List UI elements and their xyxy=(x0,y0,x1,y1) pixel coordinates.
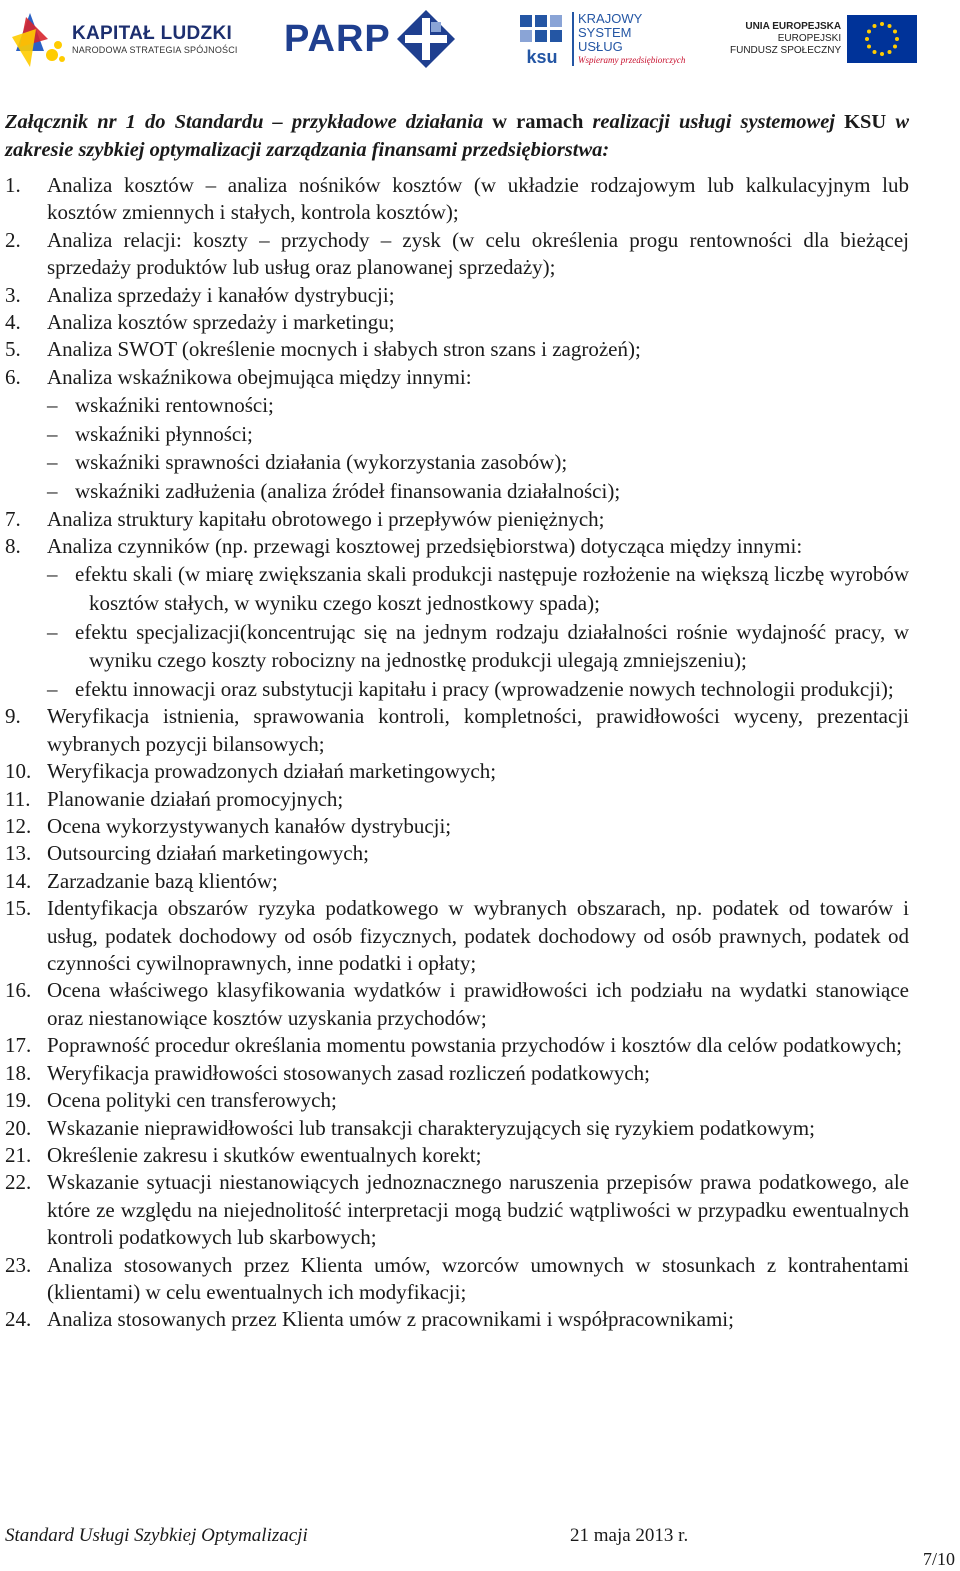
title-part-5: w zakresie szybkiej optymalizacji zarządzania finansami przedsiębiorstwa: xyxy=(5,111,909,161)
list-item-number: 11. xyxy=(5,786,31,811)
list-item-text: Outsourcing działań marketingowych; xyxy=(47,841,369,866)
list-item-text: Analiza stosowanych przez Klienta umów, wzorców umownych w stosunkach z kontrahentami (klientami) w celu ewentualnych ich modyfikacji; xyxy=(47,1252,909,1304)
list-item-text: Określenie zakresu i skutków ewentualnych korekt; xyxy=(47,1142,482,1167)
ksu-logo xyxy=(518,4,685,74)
kapital-ludzki-emblem-icon xyxy=(8,7,68,71)
ksu-slogan: Wspieramy przedsiębiorczych xyxy=(578,55,686,65)
sub-list-item xyxy=(5,560,909,617)
list-item xyxy=(5,227,909,282)
list-item xyxy=(5,1169,909,1251)
list-item-number: 14. xyxy=(5,868,32,893)
list-item-number: 4. xyxy=(5,310,21,335)
list-item-number: 24. xyxy=(5,1307,32,1332)
activities-list xyxy=(5,172,909,1334)
list-item-text: Weryfikacja istnienia, sprawowania kontroli, kompletności, prawidłowości wyceny, prezentacji wybranych pozycji bilansowych; xyxy=(47,704,909,756)
list-item-text: Analiza kosztów – analiza nośników kosztów (w układzie rodzajowym lub kalkulacyjnym lub kosztów zmiennych i stałych, kontrola kosztów); xyxy=(47,173,909,225)
list-item-text: Analiza relacji: koszty – przychody – zysk (w celu określenia progu rentowności dla bieżącej sprzedaży produktów lub usług oraz planowanej sprzedaży); xyxy=(47,227,909,280)
list-item-number: 16. xyxy=(5,978,32,1003)
list-item-number: 18. xyxy=(5,1060,32,1085)
list-item xyxy=(5,1060,909,1087)
list-item-number: 21. xyxy=(5,1142,32,1167)
list-item-number: 22. xyxy=(5,1170,32,1195)
list-item-number: 17. xyxy=(5,1033,32,1058)
list-item-text: Analiza struktury kapitału obrotowego i przepływów pieniężnych; xyxy=(47,506,605,531)
list-item-text: Analiza sprzedaży i kanałów dystrybucji; xyxy=(47,282,395,307)
list-item xyxy=(5,1142,909,1169)
kapital-ludzki-subtitle: NARODOWA STRATEGIA SPÓJNOŚCI xyxy=(72,45,238,55)
title-part-4: KSU xyxy=(844,111,887,133)
list-item-number: 7. xyxy=(5,506,21,531)
list-item xyxy=(5,282,909,309)
list-item xyxy=(5,868,909,895)
list-item-text: Analiza kosztów sprzedaży i marketingu; xyxy=(47,310,395,335)
list-item xyxy=(5,533,909,703)
list-item-text: Poprawność procedur określania momentu powstania przychodów i kosztów dla celów podatkowych; xyxy=(47,1033,902,1058)
list-item-number: 3. xyxy=(5,282,21,307)
ksu-squares-icon xyxy=(518,13,566,49)
document-title xyxy=(5,108,909,164)
list-item-number: 23. xyxy=(5,1252,32,1277)
list-item xyxy=(5,1087,909,1114)
ue-line1: UNIA EUROPEJSKA xyxy=(745,21,842,32)
list-item-number: 6. xyxy=(5,364,21,389)
list-item xyxy=(5,506,909,533)
parp-diamond-icon xyxy=(395,8,457,70)
list-item-number: 1. xyxy=(5,173,21,197)
list-item xyxy=(5,786,909,813)
sub-list xyxy=(5,391,909,505)
dash-bullet: – xyxy=(47,562,58,587)
list-item-text: Weryfikacja prawidłowości stosowanych zasad rozliczeń podatkowych; xyxy=(47,1060,651,1085)
list-item-text: Analiza czynników (np. przewagi kosztowej przedsiębiorstwa) dotycząca między innymi: xyxy=(47,534,803,559)
sub-list-item-text: efektu specjalizacji(koncentrując się na jednym rodzaju działalności rośnie wydajność pracy, w wyniku czego koszty robocizny na jednostkę produkcji ulegają zmniejszeniu); xyxy=(75,619,909,673)
list-item-number: 9. xyxy=(5,704,21,729)
list-item xyxy=(5,977,909,1032)
list-item-text: Weryfikacja prowadzonych działań marketingowych; xyxy=(47,759,497,784)
ksu-line1: KRAJOWY xyxy=(578,11,643,26)
list-item-text: Identyfikacja obszarów ryzyka podatkowego w wybranych obszarach, np. podatek od towarów i usług, podatek dochodowy od osób fizycznych, podatek dochodowy od osób prawnych, podatek od czynności cywilnoprawnych, inne podatki i opłaty; xyxy=(47,896,909,976)
list-item xyxy=(5,840,909,867)
sub-list-item xyxy=(5,420,909,449)
kapital-ludzki-logo xyxy=(8,4,238,74)
list-item-text: Zarzadzanie bazą klientów; xyxy=(47,868,278,893)
ue-logo xyxy=(730,4,917,74)
list-item-number: 13. xyxy=(5,841,32,866)
dash-bullet: – xyxy=(47,479,58,504)
title-part-2: w ramach xyxy=(492,111,584,133)
title-part-3: realizacji usługi systemowej xyxy=(583,111,845,133)
footer-standard-name: Standard Usługi Szybkiej Optymalizacji xyxy=(5,1525,308,1546)
list-item-number: 10. xyxy=(5,759,32,784)
ue-line3: FUNDUSZ SPOŁECZNY xyxy=(730,45,842,56)
ue-line2: EUROPEJSKI xyxy=(777,33,842,44)
list-item-number: 5. xyxy=(5,337,21,362)
list-item xyxy=(5,1032,909,1059)
list-item xyxy=(5,895,909,977)
sub-list-item-text: wskaźniki zadłużenia (analiza źródeł finansowania działalności); xyxy=(75,479,621,504)
sub-list-item xyxy=(5,391,909,420)
list-item-text: Planowanie działań promocyjnych; xyxy=(47,786,344,811)
dash-bullet: – xyxy=(47,393,58,418)
title-part-1: Załącznik nr 1 do Standardu – przykładowe działania xyxy=(5,111,493,133)
list-item xyxy=(5,813,909,840)
dash-bullet: – xyxy=(47,676,58,701)
list-item xyxy=(5,1306,909,1333)
list-item-text: Ocena polityki cen transferowych; xyxy=(47,1088,337,1113)
list-item-number: 8. xyxy=(5,534,21,559)
list-item-text: Analiza stosowanych przez Klienta umów z pracownikami i współpracownikami; xyxy=(47,1307,734,1332)
sub-list-item-text: efektu innowacji oraz substytucji kapitału i pracy (wprowadzenie nowych technologii produkcji); xyxy=(75,676,894,701)
list-item-text: Wskazanie sytuacji niestanowiących jednoznacznego naruszenia przepisów prawa podatkowego, ale które ze względu na niejednolitość interpretacji mogą budzić wątpliwości w przypadku ewentualnych kontroli podatkowych lub skarbowych; xyxy=(47,1170,909,1250)
list-item xyxy=(5,172,909,227)
sub-list-item xyxy=(5,675,909,704)
list-item-number: 15. xyxy=(5,896,32,921)
footer-date: 21 maja 2013 r. xyxy=(570,1525,689,1546)
list-item-text: Analiza SWOT (określenie mocnych i słabych stron szans i zagrożeń); xyxy=(47,337,641,362)
kapital-ludzki-name: KAPITAŁ LUDZKI xyxy=(72,23,233,44)
sub-list-item xyxy=(5,448,909,477)
list-item-number: 20. xyxy=(5,1115,32,1140)
dash-bullet: – xyxy=(47,450,58,475)
parp-name: PARP xyxy=(284,17,391,60)
list-item-text: Analiza wskaźnikowa obejmująca między innymi: xyxy=(47,364,472,389)
sub-list-item-text: wskaźniki płynności; xyxy=(75,421,253,446)
ksu-abbr: ksu xyxy=(526,47,558,67)
list-item xyxy=(5,364,909,506)
list-item-text: Ocena wykorzystywanych kanałów dystrybucji; xyxy=(47,814,452,839)
sub-list-item-text: efektu skali (w miarę zwiększania skali produkcji następuje rozłożenie na większą liczbę wyrobów kosztów stałych, w wyniku czego koszt jednostkowy spada); xyxy=(75,562,909,616)
list-item-number: 19. xyxy=(5,1088,32,1113)
logo-bar xyxy=(0,0,960,80)
ksu-line2: SYSTEM xyxy=(578,25,632,40)
sub-list xyxy=(5,560,909,703)
page-number: 7/10 xyxy=(922,1549,955,1569)
list-item xyxy=(5,309,909,336)
parp-logo xyxy=(284,4,457,74)
document-body xyxy=(5,108,909,1334)
ksu-line3: USŁUG xyxy=(578,39,623,54)
sub-list-item-text: wskaźniki rentowności; xyxy=(75,393,274,418)
sub-list-item-text: wskaźniki sprawności działania (wykorzystania zasobów); xyxy=(75,450,568,475)
list-item xyxy=(5,1115,909,1142)
list-item-text: Ocena właściwego klasyfikowania wydatków i prawidłowości ich podziału na wydatki stanowiące oraz niestanowiące kosztów uzyskania przychodów; xyxy=(47,978,909,1030)
dash-bullet: – xyxy=(47,619,58,644)
sub-list-item xyxy=(5,477,909,506)
list-item xyxy=(5,1252,909,1307)
list-item-number: 12. xyxy=(5,814,32,839)
list-item xyxy=(5,336,909,363)
sub-list-item xyxy=(5,618,909,675)
list-item-number: 2. xyxy=(5,227,21,252)
list-item-text: Wskazanie nieprawidłowości lub transakcji charakteryzujących się ryzykiem podatkowym; xyxy=(47,1115,815,1140)
dash-bullet: – xyxy=(47,421,58,446)
list-item xyxy=(5,758,909,785)
eu-flag-icon xyxy=(847,15,917,63)
list-item xyxy=(5,703,909,758)
